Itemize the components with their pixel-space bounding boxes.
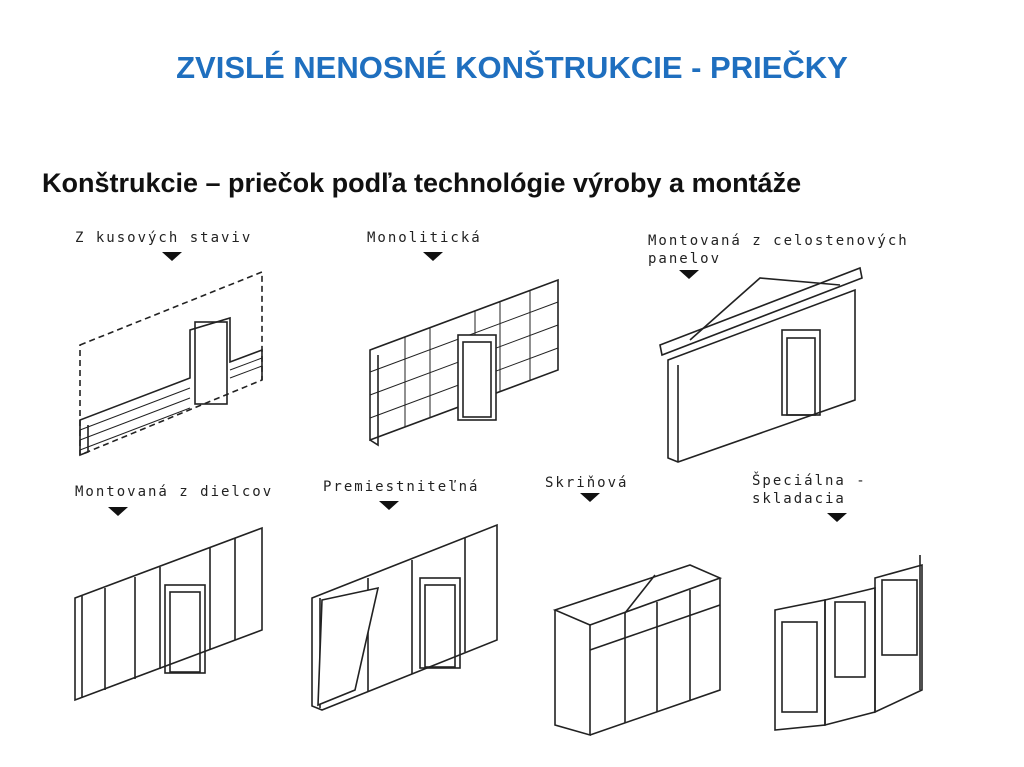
figure-label-panels-line1: Montovaná z celostenových — [648, 233, 909, 249]
figure-label-monolithic: Monolitická — [367, 230, 482, 246]
folding-wall-drawing — [775, 555, 922, 730]
pieces-wall-drawing — [75, 528, 262, 700]
figure-label-folding-line2: skladacia — [752, 491, 846, 507]
full-panel-wall-drawing — [660, 268, 862, 462]
figure-label-pieces: Montovaná z dielcov — [75, 484, 274, 500]
figure-label-cabinet: Skriňová — [545, 475, 629, 491]
figure-label-brick: Z kusových staviv — [75, 230, 253, 246]
figure-label-folding-line1: Špeciálna - — [752, 473, 867, 489]
figure-label-panels-line2: panelov — [648, 251, 722, 267]
slide-title: ZVISLÉ NENOSNÉ KONŠTRUKCIE - PRIEČKY — [176, 50, 848, 85]
figure-label-movable: Premiestniteľná — [323, 479, 480, 495]
monolithic-wall-drawing — [370, 280, 558, 445]
movable-wall-drawing — [312, 525, 497, 710]
cabinet-drawing — [555, 565, 720, 735]
brick-wall-drawing — [80, 272, 262, 455]
slide-subtitle: Konštrukcie – priečok podľa technológie výroby a montáže — [42, 168, 802, 198]
